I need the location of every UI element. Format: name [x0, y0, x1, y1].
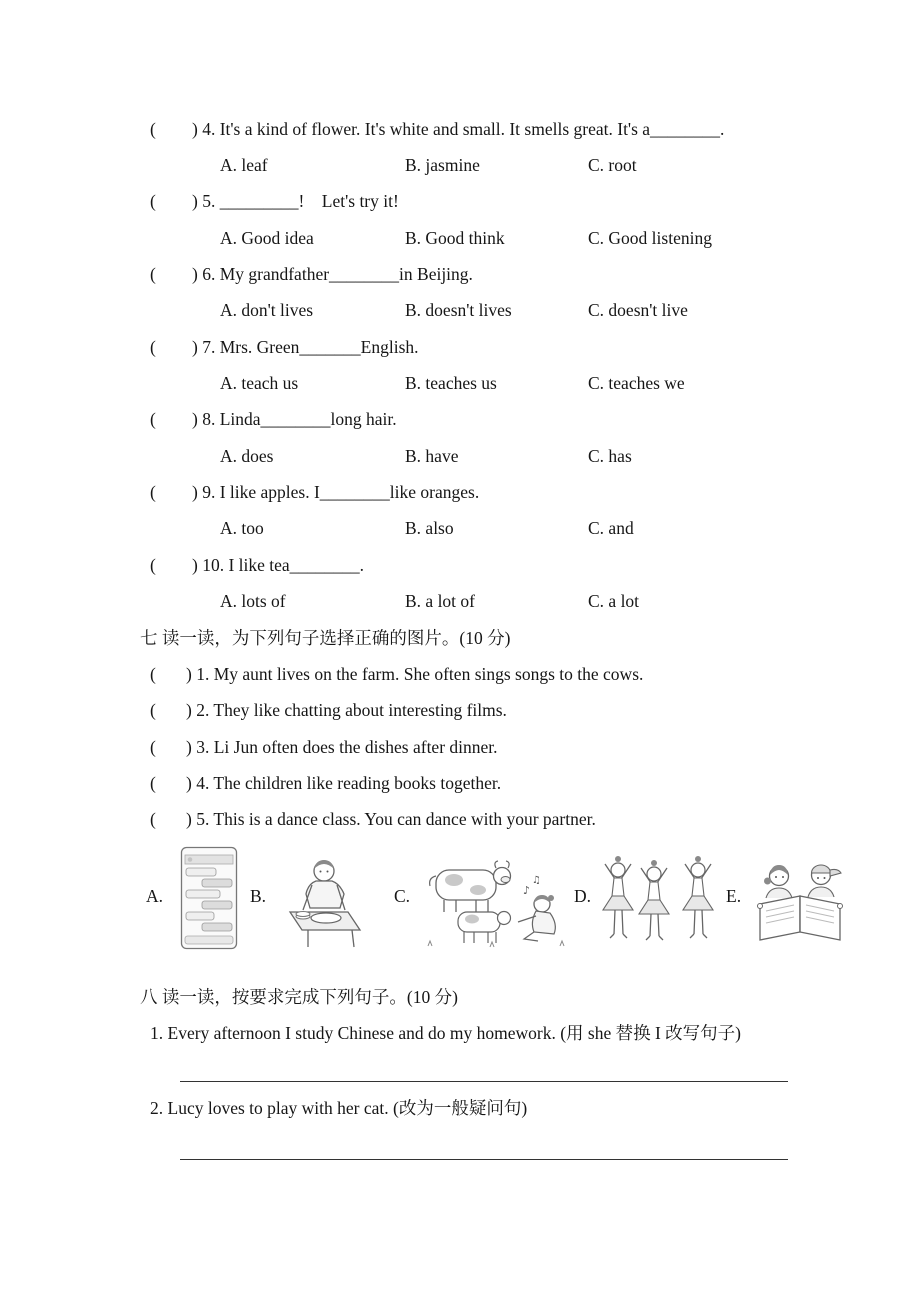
- option-c: C. Good listening: [588, 227, 712, 248]
- option-a: A. teach us: [220, 373, 299, 394]
- option-b: B. also: [405, 518, 454, 539]
- choice-question-9: [150, 474, 920, 510]
- options-row-4: [220, 147, 920, 183]
- sentence-text: ) 4. The children like reading books together.: [186, 772, 502, 793]
- options-row-9: [220, 511, 920, 547]
- svg-text:♫: ♫: [532, 874, 541, 886]
- picture-label-a: A.: [146, 885, 164, 906]
- question-text: ) 7. Mrs. Green_______English.: [192, 336, 419, 357]
- section7-item-4: [150, 765, 920, 801]
- question-text: ) 9. I like apples. I________like oranges.: [192, 482, 480, 503]
- option-c: C. has: [588, 445, 632, 466]
- answer-paren: (: [150, 663, 156, 684]
- boy-washing-dishes-illustration: [282, 854, 368, 950]
- option-c: C. and: [588, 518, 634, 539]
- question-text: ) 8. Linda________long hair.: [192, 409, 397, 430]
- option-c: C. doesn't live: [588, 300, 688, 321]
- answer-paren: (: [150, 409, 156, 430]
- choice-question-8: [150, 402, 920, 438]
- children-reading-illustration: [752, 854, 848, 950]
- sentence-text: ) 2. They like chatting about interesting films.: [186, 700, 507, 721]
- option-a: A. lots of: [220, 591, 286, 612]
- option-a: A. leaf: [220, 155, 268, 176]
- option-a: A. don't lives: [220, 300, 314, 321]
- question-text: ) 10. I like tea________.: [192, 554, 365, 575]
- section7-item-5: [150, 802, 920, 838]
- option-b: B. doesn't lives: [405, 300, 512, 321]
- options-row-5: [220, 220, 920, 256]
- option-c: C. root: [588, 155, 637, 176]
- question-text: ) 5. _________! Let's try it!: [192, 191, 399, 212]
- option-b: B. Good think: [405, 227, 505, 248]
- choice-question-5: [150, 184, 920, 220]
- choice-question-6: [150, 256, 920, 292]
- sentence-text: ) 1. My aunt lives on the farm. She often sings songs to the cows.: [186, 663, 644, 684]
- choice-question-7: [150, 329, 920, 365]
- option-b: B. have: [405, 445, 459, 466]
- girl-singing-to-cows-illustration: [420, 854, 570, 950]
- option-c: C. a lot: [588, 591, 640, 612]
- picture-label-b: B.: [250, 885, 267, 906]
- picture-options-row: [0, 844, 920, 956]
- picture-label-d: D.: [574, 885, 592, 906]
- section7-item-3: [150, 729, 920, 765]
- choice-question-4: [150, 111, 920, 147]
- option-b: B. jasmine: [405, 155, 480, 176]
- answer-paren: (: [150, 700, 156, 721]
- answer-paren: (: [150, 191, 156, 212]
- answer-paren: (: [150, 482, 156, 503]
- answer-paren: (: [150, 336, 156, 357]
- question-text: ) 6. My grandfather________in Beijing.: [192, 264, 473, 285]
- svg-text:♪: ♪: [523, 883, 531, 897]
- option-b: B. a lot of: [405, 591, 475, 612]
- answer-paren: (: [150, 809, 156, 830]
- section8-item-1: 1. Every afternoon I study Chinese and do my homework. (用 she 替换 I 改写句子): [150, 1022, 742, 1043]
- section7-item-2: [150, 693, 920, 729]
- answer-blank-line-2: [180, 1126, 788, 1160]
- phone-chat-illustration: [180, 846, 238, 950]
- picture-label-c: C.: [394, 885, 411, 906]
- option-a: A. too: [220, 518, 264, 539]
- option-a: A. does: [220, 445, 274, 466]
- answer-paren: (: [150, 554, 156, 575]
- section8-item-2: 2. Lucy loves to play with her cat. (改为一般疑问句): [150, 1098, 528, 1119]
- answer-paren: (: [150, 264, 156, 285]
- options-row-6: [220, 293, 920, 329]
- sentence-text: ) 5. This is a dance class. You can dance with your partner.: [186, 809, 596, 830]
- option-c: C. teaches we: [588, 373, 685, 394]
- options-row-10: [220, 583, 920, 619]
- choice-question-10: [150, 547, 920, 583]
- section7-item-1: [150, 656, 920, 692]
- answer-paren: (: [150, 118, 156, 139]
- spacer: [0, 1082, 920, 1090]
- options-row-8: [220, 438, 920, 474]
- sentence-text: ) 3. Li Jun often does the dishes after dinner.: [186, 736, 498, 757]
- section8-title: 八 读一读，按要求完成下列句子。(10 分): [140, 986, 458, 1007]
- option-a: A. Good idea: [220, 227, 314, 248]
- options-row-7: [220, 365, 920, 401]
- answer-paren: (: [150, 772, 156, 793]
- ballet-dancers-illustration: [598, 850, 720, 950]
- section7-title: 七 读一读，为下列句子选择正确的图片。(10 分): [140, 628, 511, 649]
- option-b: B. teaches us: [405, 373, 497, 394]
- picture-label-e: E.: [726, 885, 742, 906]
- answer-paren: (: [150, 736, 156, 757]
- answer-blank-line-1: [180, 1051, 788, 1082]
- question-text: ) 4. It's a kind of flower. It's white and small. It smells great. It's a________.: [192, 118, 725, 139]
